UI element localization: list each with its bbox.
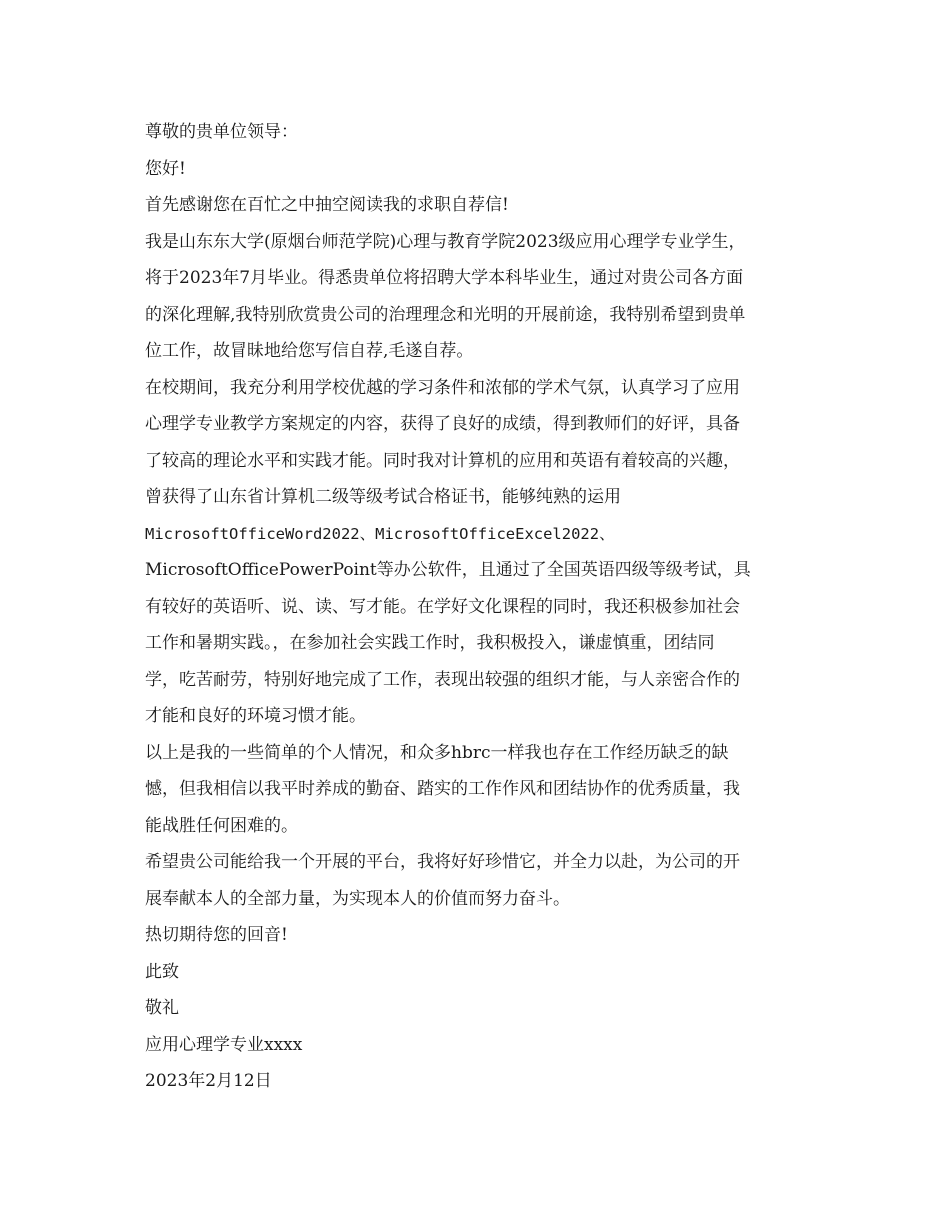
paragraph-line: 将于2023年7月毕业。得悉贵单位将招聘大学本科毕业生，通过对贵公司各方面 — [145, 268, 744, 288]
greeting: 您好! — [145, 158, 186, 179]
paragraph-line: 我是山东东大学(原烟台师范学院)心理与教育学院2023级应用心理学专业学生， — [145, 231, 746, 252]
letter-date: 2023年2月12日 — [145, 1071, 272, 1091]
cover-letter-body — [145, 114, 810, 1100]
paragraph-line: 心理学专业教学方案规定的内容，获得了良好的成绩，得到教师们的好评，具备 — [145, 414, 740, 434]
paragraph-line: 曾获得了山东省计算机二级等级考试合格证书，能够纯熟的运用 — [145, 487, 621, 507]
paragraph-line: 憾，但我相信以我平时养成的勤奋、踏实的工作作风和团结协作的优秀质量，我 — [145, 779, 740, 799]
paragraph-line: 热切期待您的回音! — [145, 925, 288, 945]
paragraph-line: 以上是我的一些简单的个人情况，和众多hbrc一样我也存在工作经历缺乏的缺 — [145, 742, 729, 763]
paragraph-line: 工作和暑期实践。，在参加社会实践工作时，我积极投入，谦虚慎重，团结同 — [145, 633, 715, 653]
paragraph-line: 位工作，故冒昧地给您写信自荐,毛遂自荐。 — [145, 341, 474, 361]
closing-regards: 敬礼 — [145, 998, 179, 1018]
paragraph-line: 才能和良好的环境习惯才能。 — [145, 706, 366, 726]
paragraph-line: 的深化理解,我特别欣赏贵公司的治理理念和光明的开展前途，我特别希望到贵单 — [145, 304, 746, 325]
paragraph-line: 了较高的理论水平和实践才能。同时我对计算机的应用和英语有着较高的兴趣， — [145, 450, 740, 471]
paragraph-line: 希望贵公司能给我一个开展的平台，我将好好珍惜它，并全力以赴，为公司的开 — [145, 852, 740, 872]
paragraph-line: 首先感谢您在百忙之中抽空阅读我的求职自荐信! — [145, 195, 509, 215]
salutation: 尊敬的贵单位领导： — [145, 122, 298, 142]
signature: 应用心理学专业xxxx — [145, 1034, 303, 1055]
paragraph-line: MicrosoftOfficeWord2022、MicrosoftOfficeExcel2022、 — [145, 524, 615, 543]
paragraph-line: 能战胜任何困难的。 — [145, 815, 298, 836]
paragraph-line: 学，吃苦耐劳，特别好地完成了工作，表现出较强的组织才能，与人亲密合作的 — [145, 669, 740, 690]
paragraph-line: 展奉献本人的全部力量，为实现本人的价值而努力奋斗。 — [145, 888, 570, 909]
closing-phrase: 此致 — [145, 961, 179, 982]
paragraph-line: 在校期间，我充分利用学校优越的学习条件和浓郁的学术气氛，认真学习了应用 — [145, 377, 740, 398]
paragraph-line: 有较好的英语听、说、读、写才能。在学好文化课程的同时，我还积极参加社会 — [145, 596, 740, 617]
paragraph-line: MicrosoftOfficePowerPoint等办公软件，且通过了全国英语四级等级考试，具 — [145, 560, 751, 580]
